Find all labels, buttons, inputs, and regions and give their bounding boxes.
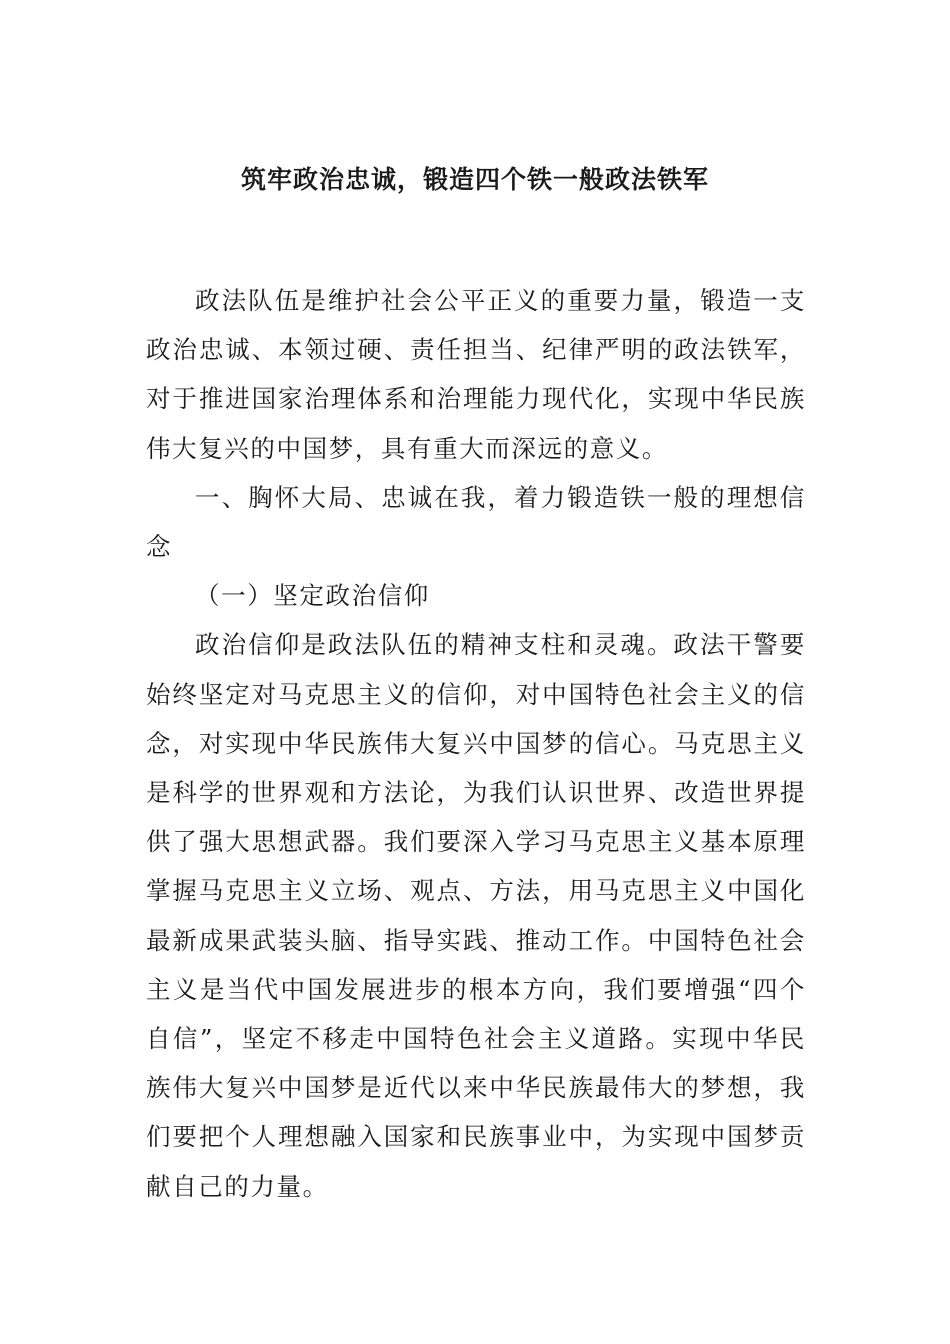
body-paragraph: 政治信仰是政法队伍的精神支柱和灵魂。政法干警要始终坚定对马克思主义的信仰，对中国特色社会主义的信念，对实现中华民族伟大复兴中国梦的信心。马克思主义是科学的世界观和方法论，为我们认识世界、改造世界提供了强大思想武器。我们要深入学习马克思主义基本原理掌握马克思主义立场、观点、方法，用马克思主义中国化最新成果武装头脑、指导实践、推动工作。中国特色社会主义是当代中国发展进步的根本方向，我们要增强“四个自信”，坚定不移走中国特色社会主义道路。实现中华民族伟大复兴中国梦是近代以来中华民族最伟大的梦想，我们要把个人理想融入国家和民族事业中，为实现中国梦贡献自己的力量。	[146, 630, 806, 1201]
section-heading: 一、胸怀大局、忠诚在我，着力锻造铁一般的理想信念	[146, 482, 806, 562]
document-body	[146, 276, 806, 1211]
document-title: 筑牢政治忠诚，锻造四个铁一般政法铁军	[240, 165, 709, 194]
intro-paragraph: 政法队伍是维护社会公平正义的重要力量，锻造一支政治忠诚、本领过硬、责任担当、纪律严明的政法铁军，对于推进国家治理体系和治理能力现代化，实现中华民族伟大复兴的中国梦，具有重大而深远的意义。	[146, 286, 806, 463]
subsection-heading: （一）坚定政治信仰	[195, 581, 430, 611]
